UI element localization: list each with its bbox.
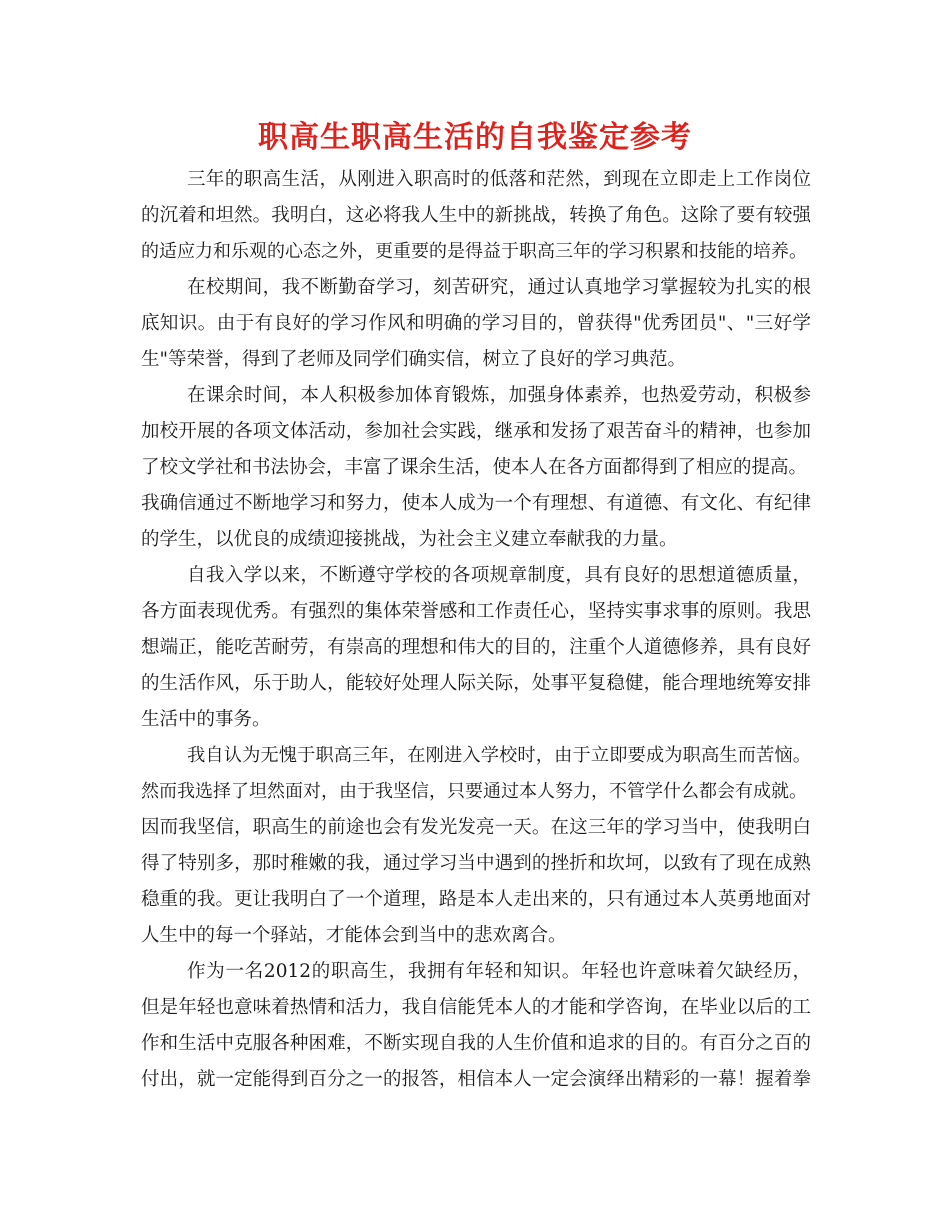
paragraph-line: 但是年轻也意味着热情和活力，我自信能凭本人的才能和学咨询，在毕业以后的工 [141,997,811,1018]
paragraph-line: 生"等荣誉，得到了老师及同学们确实信，树立了良好的学习典范。 [141,349,687,370]
paragraph-line: 生活中的事务。 [141,709,271,730]
paragraph-line: 了校文学社和书法协会，丰富了课余生活，使本人在各方面都得到了相应的提高。 [141,457,808,478]
paragraph-line: 在课余时间，本人积极参加体育锻炼，加强身体素养，也热爱劳动，积极参 [187,385,811,406]
paragraph-line: 我自认为无愧于职高三年，在刚进入学校时，由于立即要成为职高生而苦恼。 [187,745,811,766]
paragraph-line: 各方面表现优秀。有强烈的集体荣誉感和工作责任心，坚持实事求事的原则。我思 [141,601,811,622]
paragraph-line: 付出，就一定能得到百分之一的报答，相信本人一定会演绎出精彩的一幕！握着拳 [141,1069,811,1090]
paragraph-line: 作为一名2012的职高生，我拥有年轻和知识。年轻也许意味着欠缺经历， [187,961,811,982]
paragraph-line: 三年的职高生活，从刚进入职高时的低落和茫然，到现在立即走上工作岗位 [187,169,811,190]
paragraph-line: 稳重的我。更让我明白了一个道理，路是本人走出来的，只有通过本人英勇地面对 [141,889,811,910]
paragraph-line: 的学生，以优良的成绩迎接挑战，为社会主义建立奉献我的力量。 [141,529,678,550]
paragraph-line: 的生活作风，乐于助人，能较好处理人际关际，处事平复稳健，能合理地统筹安排 [141,673,811,694]
paragraph-line: 得了特别多，那时稚嫩的我，通过学习当中遇到的挫折和坎坷，以致有了现在成熟 [141,853,811,874]
paragraph-line: 在校期间，我不断勤奋学习，刻苦研究，通过认真地学习掌握较为扎实的根 [187,277,811,298]
paragraph-line: 人生中的每一个驿站，才能体会到当中的悲欢离合。 [141,925,567,946]
paragraph-line: 然而我选择了坦然面对，由于我坚信，只要通过本人努力，不管学什么都会有成就。 [141,781,807,802]
paragraph-line: 想端正，能吃苦耐劳，有崇高的理想和伟大的目的，注重个人道德修养，具有良好 [141,637,811,658]
paragraph-line: 的沉着和坦然。我明白，这必将我人生中的新挑战，转换了角色。这除了要有较强 [141,205,811,226]
paragraph-line: 因而我坚信，职高生的前途也会有发光发亮一天。在这三年的学习当中，使我明白 [141,817,811,838]
paragraph-line: 加校开展的各项文体活动，参加社会实践，继承和发扬了艰苦奋斗的精神，也参加 [141,421,811,442]
paragraph-line: 作和生活中克服各种困难，不断实现自我的人生价值和追求的目的。有百分之百的 [141,1033,811,1054]
paragraph-line: 自我入学以来，不断遵守学校的各项规章制度，具有良好的思想道德质量， [187,565,811,586]
document-title: 职高生职高生活的自我鉴定参考 [258,120,692,155]
paragraph-line: 底知识。由于有良好的学习作风和明确的学习目的，曾获得"优秀团员"、"三好学 [141,313,811,334]
paragraph-line: 我确信通过不断地学习和努力，使本人成为一个有理想、有道德、有文化、有纪律 [141,493,811,514]
paragraph-line: 的适应力和乐观的心态之外，更重要的是得益于职高三年的学习积累和技能的培养。 [141,241,807,262]
